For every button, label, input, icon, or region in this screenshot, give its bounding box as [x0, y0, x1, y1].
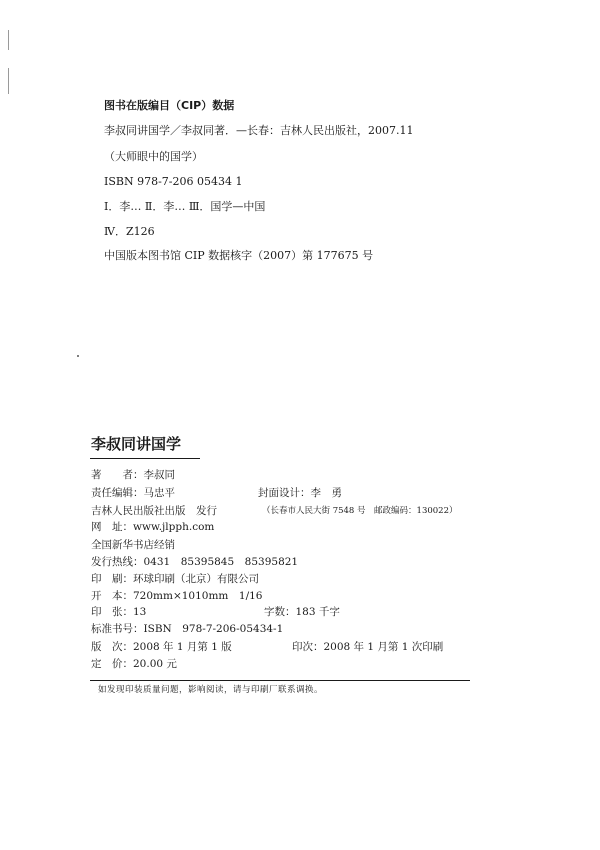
footer-note: 如发现印装质量问题，影响阅读，请与印刷厂联系调换。 — [98, 685, 324, 695]
imprint-website: 网 址：www.jlpph.com — [91, 521, 215, 533]
imprint-sheets: 印 张：13 — [91, 606, 147, 618]
title-rule — [90, 458, 200, 459]
footer-rule — [90, 680, 470, 681]
imprint-printing: 印次：2008 年 1 月第 1 次印刷 — [292, 641, 444, 653]
cip-line: Ⅳ．Z126 — [104, 225, 155, 238]
page-edge-mark — [8, 68, 9, 94]
imprint-author: 著 者：李叔同 — [91, 469, 175, 481]
cip-line: Ⅰ．李… Ⅱ．李… Ⅲ．国学—中国 — [104, 200, 266, 213]
book-title: 李叔同讲国学 — [91, 435, 182, 453]
speck — [77, 355, 79, 357]
imprint-publisher-address: （长春市人民大街 7548 号 邮政编码：130022） — [262, 506, 458, 516]
cip-line: ISBN 978-7-206 05434 1 — [104, 175, 243, 188]
page-edge-mark — [8, 30, 9, 50]
cip-line: 中国版本图书馆 CIP 数据核字（2007）第 177675 号 — [104, 249, 374, 262]
cip-line: （大师眼中的国学） — [104, 150, 203, 163]
imprint-printer: 印 刷：环球印刷（北京）有限公司 — [91, 573, 259, 585]
imprint-word-count: 字数：183 千字 — [264, 606, 340, 618]
imprint-distributor: 全国新华书店经销 — [91, 539, 175, 551]
cip-line: 李叔同讲国学／李叔同著．—长春：吉林人民出版社，2007.11 — [104, 124, 414, 137]
imprint-price: 定 价：20.00 元 — [91, 658, 177, 670]
imprint-publisher: 吉林人民出版社出版 发行 — [91, 505, 217, 517]
imprint-cover-design: 封面设计：李 勇 — [258, 487, 342, 499]
cip-heading: 图书在版编目（CIP）数据 — [104, 99, 235, 112]
imprint-hotline: 发行热线：0431 85395845 85395821 — [91, 556, 299, 568]
imprint-edition: 版 次：2008 年 1 月第 1 版 — [91, 641, 232, 653]
imprint-format: 开 本：720mm×1010mm 1/16 — [91, 590, 263, 602]
imprint-editor: 责任编辑：马忠平 — [91, 487, 175, 499]
imprint-isbn: 标准书号：ISBN 978-7-206-05434-1 — [91, 623, 284, 635]
